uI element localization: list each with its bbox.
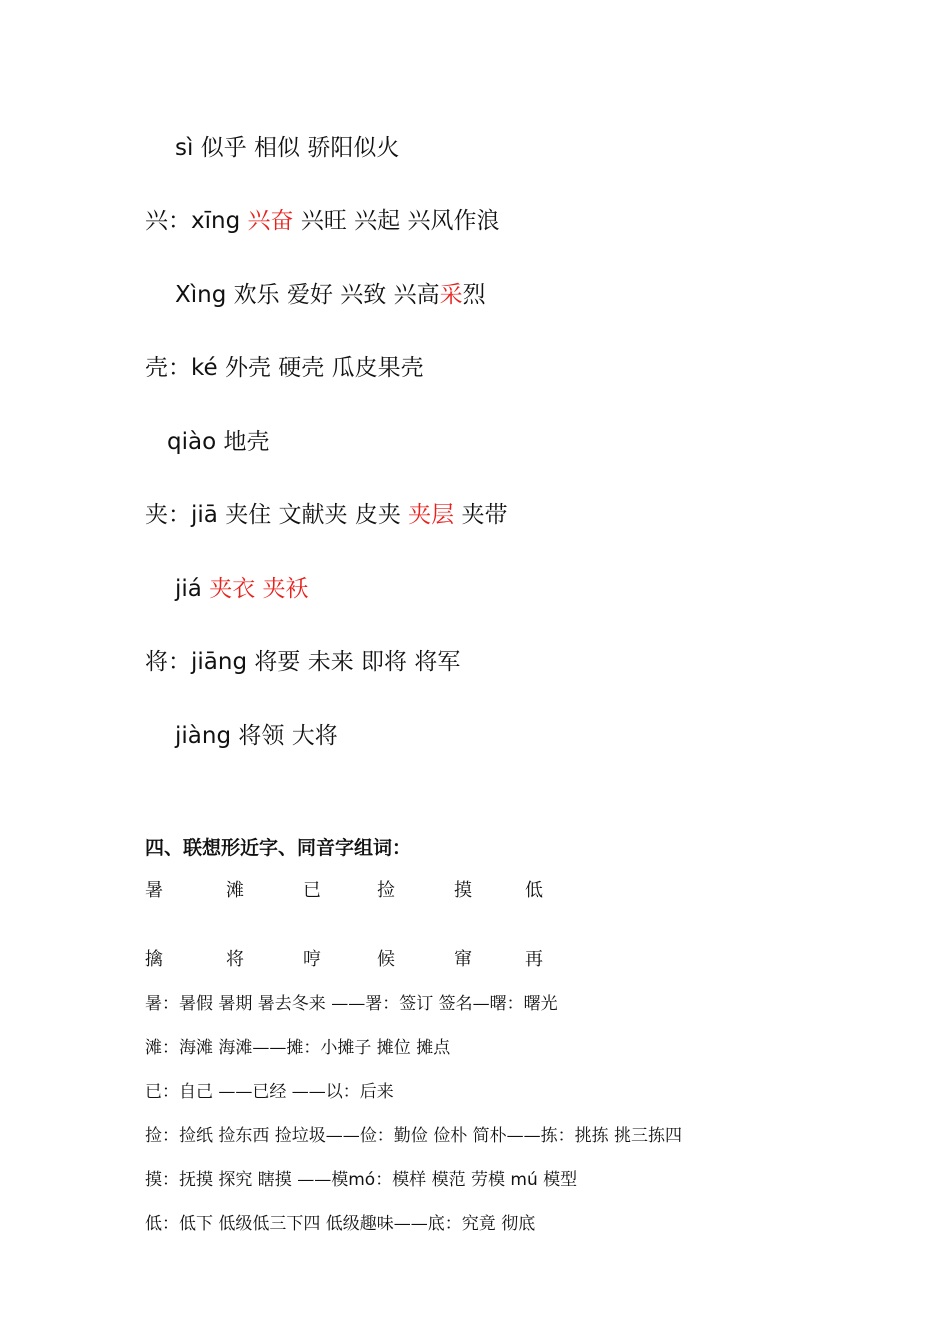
pinyin-line xyxy=(145,647,460,677)
pinyin: sì xyxy=(175,135,194,161)
character: 将 xyxy=(226,949,244,970)
word: 兴高 xyxy=(393,282,440,308)
word-line: 低：低下 低级低三下四 低级趣味——底：究竟 彻底 xyxy=(145,1214,536,1234)
pinyin-line xyxy=(145,500,507,530)
word: 夹带 xyxy=(461,502,508,528)
word: 兴旺 xyxy=(300,208,347,234)
word: 外壳 xyxy=(224,355,271,381)
word: 爱好 xyxy=(286,282,333,308)
character-head: 壳： xyxy=(145,355,191,381)
pinyin-line xyxy=(145,206,499,236)
mo-part-b: ：模样 模范 劳模 xyxy=(375,1170,505,1190)
word: 兴起 xyxy=(354,208,401,234)
word: 似乎 xyxy=(200,135,247,161)
pinyin-mu: mú xyxy=(510,1170,538,1190)
pinyin: ké xyxy=(191,355,218,381)
mo-part-c: 模型 xyxy=(543,1170,578,1190)
word: 皮夹 xyxy=(354,502,401,528)
word-line: 滩：海滩 海滩——摊：小摊子 摊位 摊点 xyxy=(145,1038,451,1058)
pinyin-line xyxy=(145,280,486,310)
section-heading: 四、联想形近字、同音字组词： xyxy=(145,837,412,859)
word-line: 捡：捡纸 捡东西 捡垃圾——俭：勤俭 俭朴 简朴——拣：挑拣 挑三拣四 xyxy=(145,1126,683,1146)
word-line-mo xyxy=(145,1165,577,1190)
pinyin: xīng xyxy=(191,208,241,234)
highlighted-word: 夹袄 xyxy=(262,576,309,602)
word: 相似 xyxy=(254,135,300,161)
word-line: 暑：暑假 暑期 暑去冬来 ——署：签订 签名—曙：曙光 xyxy=(145,994,558,1014)
word: 大将 xyxy=(291,723,338,749)
word: 骄阳似火 xyxy=(307,135,400,161)
word: 将军 xyxy=(414,649,461,675)
highlighted-word: 夹衣 xyxy=(209,576,256,602)
highlighted-char: 采 xyxy=(439,282,463,308)
character: 窜 xyxy=(454,949,472,970)
character: 摸 xyxy=(454,880,472,901)
character: 已 xyxy=(303,880,321,901)
pinyin-line xyxy=(145,721,338,751)
word: 兴致 xyxy=(340,282,387,308)
word: 兴风作浪 xyxy=(407,208,500,234)
pinyin-mo: mó xyxy=(348,1170,376,1190)
word: 夹住 xyxy=(225,502,272,528)
word: 即将 xyxy=(361,649,407,675)
word: 未来 xyxy=(307,649,354,675)
pinyin-line xyxy=(145,574,309,604)
pinyin-line xyxy=(145,353,424,383)
pinyin: jiá xyxy=(175,576,202,602)
word: 欢乐 xyxy=(233,282,280,308)
pinyin: qiào xyxy=(167,429,217,455)
word: 地壳 xyxy=(223,429,270,455)
character: 候 xyxy=(377,949,395,970)
word: 烈 xyxy=(462,282,486,308)
character: 擒 xyxy=(145,949,163,970)
word: 硬壳 xyxy=(278,355,325,381)
pinyin-line xyxy=(145,133,399,163)
mo-part-a: 摸：抚摸 探究 瞎摸 ——模 xyxy=(145,1170,349,1190)
pinyin-line xyxy=(145,427,269,457)
character-head: 兴： xyxy=(145,208,191,234)
character-head: 将： xyxy=(145,649,191,675)
character: 哼 xyxy=(303,949,321,970)
character: 低 xyxy=(525,880,543,901)
character: 滩 xyxy=(226,880,244,901)
highlighted-word: 兴奋 xyxy=(247,208,294,234)
pinyin: jiā xyxy=(191,502,218,528)
pinyin: jiàng xyxy=(175,723,232,749)
character-head: 夹： xyxy=(145,502,191,528)
character: 捡 xyxy=(377,880,395,901)
pinyin: jiāng xyxy=(191,649,248,675)
word: 瓜皮果壳 xyxy=(331,355,424,381)
character: 暑 xyxy=(145,880,163,901)
highlighted-word: 夹层 xyxy=(408,502,455,528)
pinyin: Xìng xyxy=(175,282,227,308)
word-line: 已：自己 ——已经 ——以：后来 xyxy=(145,1082,394,1102)
character: 再 xyxy=(525,949,543,970)
word: 文献夹 xyxy=(278,502,348,528)
word: 将领 xyxy=(238,723,285,749)
word: 将要 xyxy=(254,649,301,675)
